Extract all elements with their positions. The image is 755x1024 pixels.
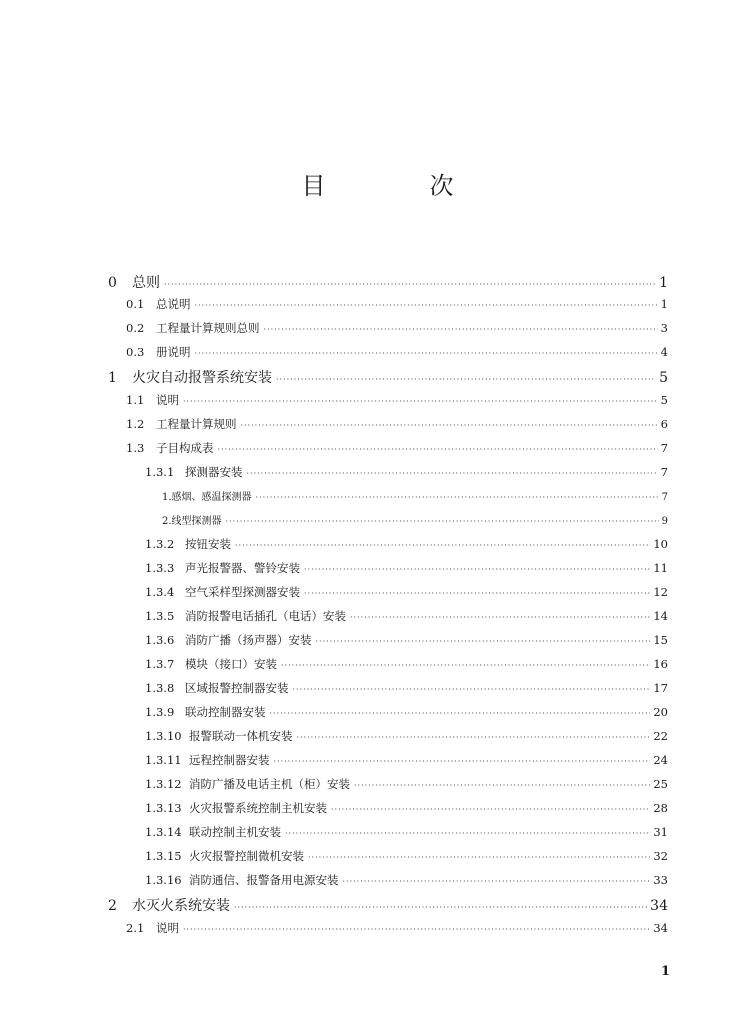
toc-entry[interactable] [126, 320, 668, 336]
toc-page: 3 [660, 321, 668, 335]
toc-leader [195, 301, 658, 310]
toc-page: 5 [659, 370, 668, 386]
toc-label: 火灾报警控制微机安装 [189, 849, 304, 863]
toc-leader [304, 565, 650, 574]
toc-number: 1.3.1 [145, 465, 175, 479]
toc-number: 1 [108, 370, 117, 386]
toc-page: 34 [653, 921, 668, 935]
toc-entry[interactable] [126, 392, 668, 408]
toc-leader [316, 637, 651, 646]
toc-number: 1.3.7 [145, 657, 175, 671]
toc-label: 火灾报警系统控制主机安装 [189, 801, 327, 815]
toc-label: 总说明 [156, 297, 191, 311]
toc-leader [218, 445, 658, 454]
toc-entry[interactable] [145, 536, 668, 552]
toc-page: 11 [653, 561, 668, 575]
toc-number: 2 [108, 898, 117, 914]
toc-number: 1.3.5 [145, 609, 175, 623]
toc-number: 1.3.2 [145, 537, 175, 551]
toc-entry[interactable] [145, 776, 668, 792]
toc-label: 水灭火系统安装 [132, 898, 230, 914]
toc-label: 火灾自动报警系统安装 [132, 370, 272, 386]
toc-page: 5 [660, 393, 668, 407]
toc-leader [343, 877, 651, 886]
toc-entry[interactable] [145, 752, 668, 768]
toc-leader [226, 517, 659, 526]
toc-label: 联动控制主机安装 [189, 825, 281, 839]
toc-page: 4 [660, 345, 668, 359]
toc-label: 册说明 [156, 345, 191, 359]
toc-leader [183, 397, 658, 406]
toc-leader [276, 375, 656, 384]
toc-leader [270, 709, 651, 718]
toc-leader [256, 493, 659, 502]
toc-number: 1.3.4 [145, 585, 175, 599]
toc-entry[interactable] [145, 656, 668, 672]
toc-label: 远程控制器安装 [189, 753, 270, 767]
toc-label: 报警联动一体机安装 [189, 729, 293, 743]
toc-label: 按钮安装 [185, 537, 231, 551]
toc-number: 1.3 [126, 441, 145, 455]
toc-page: 16 [653, 657, 668, 671]
toc-leader [234, 903, 647, 912]
toc-entry[interactable] [126, 416, 668, 432]
toc-page: 28 [653, 801, 668, 815]
toc-entry[interactable] [145, 680, 668, 696]
toc-label: 工程量计算规则总则 [156, 321, 260, 335]
toc-number: 1.2 [126, 417, 145, 431]
toc-number: 0.3 [126, 345, 145, 359]
toc-label: 模块（接口）安装 [185, 657, 277, 671]
toc-page: 25 [653, 777, 668, 791]
toc-label: 子目构成表 [156, 441, 214, 455]
toc-leader [164, 280, 656, 289]
toc-label: 总则 [132, 275, 160, 291]
toc-label: 消防通信、报警备用电源安装 [189, 873, 339, 887]
toc-label: 探测器安装 [185, 465, 243, 479]
toc-leader [331, 805, 650, 814]
toc-leader [285, 829, 650, 838]
toc-number: 1.3.9 [145, 705, 175, 719]
toc-page: 33 [653, 873, 668, 887]
toc-label: 声光报警器、警铃安装 [185, 561, 300, 575]
toc-leader [235, 541, 650, 550]
toc-number: 1.3.3 [145, 561, 175, 575]
toc-leader [264, 325, 658, 334]
page-title: 目 次 [301, 172, 494, 200]
toc-leader [183, 925, 650, 934]
toc-entry[interactable] [145, 728, 668, 744]
toc-leader [350, 613, 650, 622]
toc-entry[interactable] [126, 440, 668, 456]
toc-label: 说明 [156, 921, 179, 935]
toc-number: 1.3.8 [145, 681, 175, 695]
toc-page: 6 [660, 417, 668, 431]
toc-entry[interactable] [108, 272, 668, 292]
toc-label: 消防报警电话插孔（电话）安装 [185, 609, 346, 623]
toc-page: 34 [650, 898, 668, 914]
toc-number: 1.3.12 [145, 777, 182, 791]
toc-page: 14 [653, 609, 668, 623]
toc-page: 7 [660, 465, 668, 479]
toc-label: 工程量计算规则 [156, 417, 237, 431]
toc-label: 联动控制器安装 [185, 705, 266, 719]
toc-entry[interactable] [145, 800, 668, 816]
toc-entry[interactable] [126, 344, 668, 360]
toc-page: 31 [653, 825, 668, 839]
toc-number: 0 [108, 275, 117, 291]
toc-leader [247, 469, 658, 478]
toc-page: 9 [661, 516, 668, 527]
toc-page: 7 [660, 441, 668, 455]
toc-entry[interactable] [145, 632, 668, 648]
toc-leader [274, 757, 651, 766]
toc-number: 2.1 [126, 921, 145, 935]
toc-entry[interactable] [162, 512, 668, 527]
toc-page: 22 [653, 729, 668, 743]
toc-number: 1.3.11 [145, 753, 182, 767]
toc-leader [241, 421, 658, 430]
toc-number: 1.3.13 [145, 801, 182, 815]
toc-label: 区域报警控制器安装 [185, 681, 289, 695]
toc-label: 1.感烟、感温探测器 [162, 492, 252, 503]
toc-number: 1.3.6 [145, 633, 175, 647]
toc-page: 10 [653, 537, 668, 551]
toc-label: 说明 [156, 393, 179, 407]
toc-page: 7 [661, 492, 668, 503]
toc-number: 1.3.14 [145, 825, 182, 839]
toc-number: 1.3.15 [145, 849, 182, 863]
toc-page: 17 [653, 681, 668, 695]
toc-label: 消防广播（扬声器）安装 [185, 633, 312, 647]
toc-entry[interactable] [145, 560, 668, 576]
toc-page: 24 [653, 753, 668, 767]
toc-number: 1.3.16 [145, 873, 182, 887]
toc-entry[interactable] [108, 895, 668, 915]
toc-page: 1 [660, 297, 668, 311]
toc-page: 32 [653, 849, 668, 863]
toc-leader [304, 589, 650, 598]
toc-number: 0.2 [126, 321, 145, 335]
toc-entry[interactable] [126, 920, 668, 936]
toc-number: 1.3.10 [145, 729, 182, 743]
toc-entry[interactable] [126, 296, 668, 312]
toc-entry[interactable] [145, 704, 668, 720]
toc-label: 空气采样型探测器安装 [185, 585, 300, 599]
toc-entry[interactable] [145, 848, 668, 864]
toc-label: 2.线型探测器 [162, 516, 222, 527]
toc-entry[interactable] [145, 872, 668, 888]
toc-number: 0.1 [126, 297, 145, 311]
toc-number: 1.1 [126, 393, 145, 407]
toc-entry[interactable] [145, 584, 668, 600]
toc-leader [195, 349, 658, 358]
toc-leader [297, 733, 651, 742]
toc-page: 20 [653, 705, 668, 719]
toc-leader [308, 853, 650, 862]
toc-entry[interactable] [145, 608, 668, 624]
toc-leader [354, 781, 650, 790]
toc-page: 15 [653, 633, 668, 647]
toc-page: 1 [659, 275, 668, 291]
toc-label: 消防广播及电话主机（柜）安装 [189, 777, 350, 791]
toc-entry[interactable] [145, 464, 668, 480]
page-number: 1 [660, 964, 670, 979]
toc-entry[interactable] [162, 488, 668, 503]
toc-page: 12 [653, 585, 668, 599]
toc-leader [281, 661, 650, 670]
toc-entry[interactable] [108, 367, 668, 387]
toc-entry[interactable] [145, 824, 668, 840]
toc-leader [293, 685, 651, 694]
